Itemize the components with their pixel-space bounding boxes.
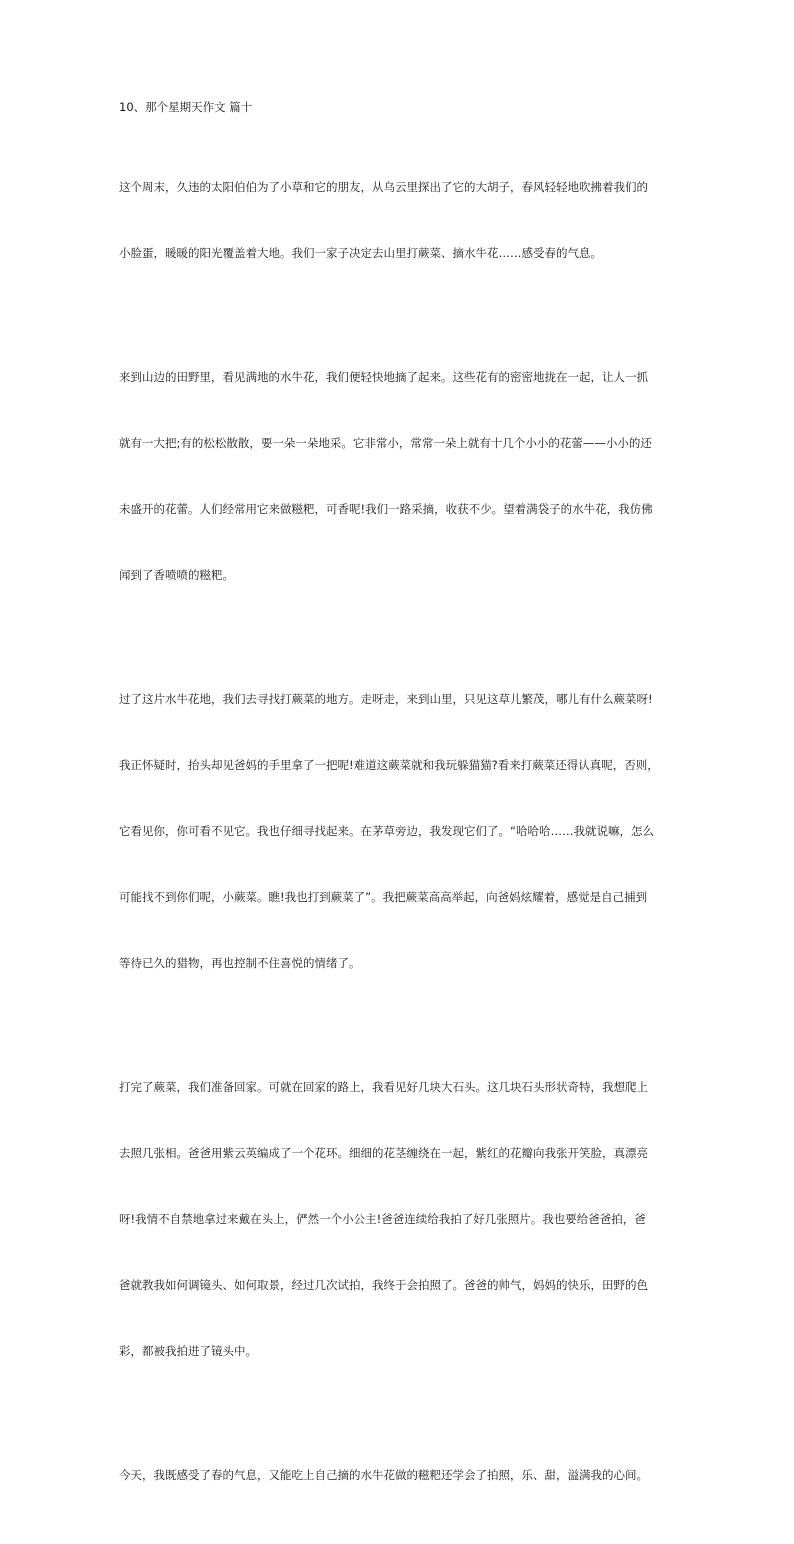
paragraph-line: 来到山边的田野里，看见满地的水牛花，我们便轻快地摘了起来。这些花有的密密地拢在一起，让人一抓: [119, 370, 648, 384]
paragraph-1: [119, 132, 679, 308]
paragraph-line: 闻到了香喷喷的糍粑。: [119, 568, 234, 582]
paragraph-line: 它看见你，你可看不见它。我也仔细寻找起来。在茅草旁边，我发现它们了。“哈哈哈……我就说嘛，怎么: [119, 824, 654, 838]
paragraph-4: [119, 1032, 679, 1406]
paragraph-line: 就有一大把;有的松松散散，要一朵一朵地采。它非常小，常常一朵上就有十几个小小的花蕾——小小的还: [119, 436, 652, 450]
paragraph-line: 我正怀疑时，抬头却见爸妈的手里拿了一把呢!难道这蕨菜就和我玩躲猫猫?看来打蕨菜还得认真呢，否则，: [119, 758, 659, 772]
paragraph-line: 去照几张相。爸爸用紫云英编成了一个花环。细细的花茎缠绕在一起，紫红的花瓣向我张开笑脸，真漂亮: [119, 1146, 648, 1160]
paragraph-line: 可能找不到你们呢，小蕨菜。瞧!我也打到蕨菜了”。我把蕨菜高高举起，向爸妈炫耀着，感觉是自己捕到: [119, 890, 648, 904]
paragraph-2: [119, 322, 679, 630]
paragraph-3: [119, 644, 679, 1018]
paragraph-line: 小脸蛋，暖暖的阳光覆盖着大地。我们一家子决定去山里打蕨菜、摘水牛花……感受春的气息。: [119, 246, 602, 260]
paragraph-line: 爸就教我如何调镜头、如何取景，经过几次试拍，我终于会拍照了。爸爸的帅气，妈妈的快乐，田野的色: [119, 1278, 648, 1292]
paragraph-line: 未盛开的花蕾。人们经常用它来做糍粑，可香呢!我们一路采摘，收获不少。望着满袋子的水牛花，我仿佛: [119, 502, 653, 516]
essay-title: 10、那个星期天作文 篇十: [119, 100, 253, 114]
paragraph-5: [119, 1420, 679, 1530]
paragraph-line: 等待已久的猎物，再也控制不住喜悦的情绪了。: [119, 956, 361, 970]
paragraph-line: 彩，都被我拍进了镜头中。: [119, 1344, 257, 1358]
paragraph-line: 这个周末，久违的太阳伯伯为了小草和它的朋友，从乌云里探出了它的大胡子，春风轻轻地吹拂着我们的: [119, 180, 648, 194]
paragraph-line: 打完了蕨菜，我们准备回家。可就在回家的路上，我看见好几块大石头。这几块石头形状奇特，我想爬上: [119, 1080, 648, 1094]
paragraph-line: 今天，我既感受了春的气息，又能吃上自己摘的水牛花做的糍粑还学会了拍照，乐、甜，溢满我的心间。: [119, 1468, 648, 1482]
paragraph-line: 过了这片水牛花地，我们去寻找打蕨菜的地方。走呀走，来到山里，只见这草儿繁茂，哪儿有什么蕨菜呀!: [119, 692, 653, 706]
paragraph-line: 呀!我情不自禁地拿过来戴在头上，俨然一个小公主!爸爸连续给我拍了好几张照片。我也要给爸爸拍，爸: [119, 1212, 646, 1226]
document-body: [119, 96, 679, 1544]
